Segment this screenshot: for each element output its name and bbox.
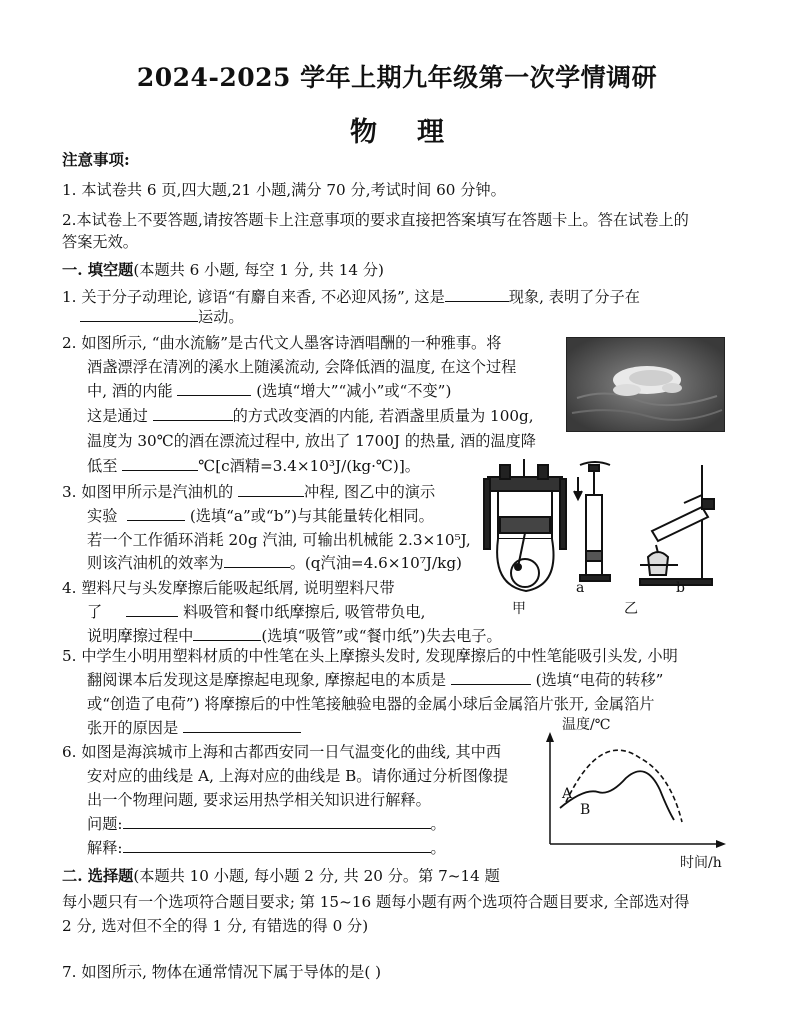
q6-question-line xyxy=(87,814,446,834)
q2-line5: 温度为 30℃的酒在漂流过程中, 放出了 1700J 的热量, 酒的温度降 xyxy=(87,432,536,450)
q4-text-3b: (选填“吸管”或“餐巾纸”)失去电子。 xyxy=(261,627,502,645)
q3-text-4a: 则该汽油机的效率为 xyxy=(87,554,224,572)
graph-y-arrow xyxy=(546,732,554,742)
q4-text-2b: 料吸管和餐巾纸摩擦后, 吸管带负电, xyxy=(183,603,426,621)
q1-text-c: 运动。 xyxy=(198,308,244,326)
graph-ylabel: 温度/℃ xyxy=(562,717,611,733)
q6-line2: 安对应的曲线是 A, 上海对应的曲线是 B。请你通过分析图像提 xyxy=(87,767,509,785)
notice-item-1: 1. 本试卷共 6 页,四大题,21 小题,满分 70 分,考试时间 60 分钟。 xyxy=(62,181,506,199)
graph-x-arrow xyxy=(716,840,726,848)
q2-line1: 2. 如图所示, “曲水流觞”是古代文人墨客诗酒唱酬的一种雅事。将 xyxy=(62,334,502,352)
q5-blank-1 xyxy=(451,670,531,685)
q3-blank-3 xyxy=(224,553,290,568)
figure-label-yi: 乙 xyxy=(624,601,638,617)
q5-line4 xyxy=(87,718,301,738)
experiment-b-figure xyxy=(640,465,714,585)
q2-blank-1 xyxy=(177,381,251,396)
q6-question-label: 问题: xyxy=(87,815,123,833)
q5-text-2b: (选填“电荷的转移” xyxy=(535,671,664,689)
q5-blank-2 xyxy=(183,718,301,733)
section2-heading: 二. 选择题 xyxy=(62,867,134,885)
q6-end-mark-1: 。 xyxy=(430,815,446,833)
q2-blank-2 xyxy=(153,406,233,421)
q7-text: 7. 如图所示, 物体在通常情况下属于导体的是( ) xyxy=(62,963,382,981)
curve-b xyxy=(560,771,674,820)
figure-label-b: b xyxy=(676,580,685,596)
graph-xlabel: 时间/h xyxy=(680,855,722,871)
figure-label-jia: 甲 xyxy=(512,601,526,617)
q3-line2 xyxy=(87,506,434,526)
experiment-a-figure xyxy=(574,462,610,581)
q2-text-4b: 的方式改变酒的内能, 若酒盏里质量为 100g, xyxy=(232,407,534,425)
q3-text-2a: 实验 xyxy=(87,507,118,525)
exam-title: 2024-2025 学年上期九年级第一次学情调研 xyxy=(136,63,658,92)
q6-line3: 出一个物理问题, 要求运用热学相关知识进行解释。 xyxy=(87,791,431,809)
q2-line2: 酒盏漂浮在清冽的溪水上随溪流动, 会降低酒的温度, 在这个过程 xyxy=(87,358,517,376)
q1-text-b: 现象, 表明了分子在 xyxy=(508,288,640,306)
graph-curve-a-label: A xyxy=(562,786,573,802)
q5-line1: 5. 中学生小明用塑料材质的中性笔在头上摩擦头发时, 发现摩擦后的中性笔能吸引头发, 小明 xyxy=(62,647,678,665)
q4-blank-1 xyxy=(126,602,178,617)
section1-heading-line xyxy=(62,260,384,280)
figure-label-a: a xyxy=(576,580,585,596)
q5-line3: 或“创造了电荷”) 将摩擦后的中性笔接触验电器的金属小球后金属箔片张开, 金属箔片 xyxy=(87,695,655,713)
q4-line2 xyxy=(87,602,425,622)
q6-question-blank xyxy=(123,814,431,829)
graph-curve-b-label: B xyxy=(580,802,591,818)
q6-answer-label: 解释: xyxy=(87,839,123,857)
q6-answer-line xyxy=(87,838,446,858)
engine-cylinder-figure xyxy=(484,459,566,591)
q2-line4 xyxy=(87,406,534,426)
q2-line6 xyxy=(87,456,420,476)
q3-line3: 若一个工作循环消耗 20g 汽油, 可输出机械能 2.3×10⁵J, xyxy=(87,531,471,549)
subject-title: 物理 xyxy=(350,117,484,148)
q4-line1: 4. 塑料尺与头发摩擦后能吸起纸屑, 说明塑料尺带 xyxy=(62,579,395,597)
q5-line2 xyxy=(87,670,663,690)
section1-note: (本题共 6 小题, 每空 1 分, 共 14 分) xyxy=(133,261,384,279)
q6-answer-blank xyxy=(123,838,431,853)
q5-text-4: 张开的原因是 xyxy=(87,719,179,737)
q2-text-3b: (选填“增大”“减小”或“不变”) xyxy=(256,382,452,400)
notice-item-2a: 2.本试卷上不要答题,请按答题卡上注意事项的要求直接把答案填写在答题卡上。答在试卷上的 xyxy=(62,211,689,229)
q6-end-mark-2: 。 xyxy=(430,839,446,857)
section2-note: (本题共 10 小题, 每小题 2 分, 共 20 分。第 7~14 题 xyxy=(133,867,500,885)
q2-text-3a: 中, 酒的内能 xyxy=(87,382,173,400)
q3-blank-1 xyxy=(238,482,304,497)
q5-text-2a: 翻阅课本后发现这是摩擦起电现象, 摩擦起电的本质是 xyxy=(87,671,446,689)
q3-line1 xyxy=(62,482,435,502)
q6-line1: 6. 如图是海滨城市上海和古都西安同一日气温变化的曲线, 其中西 xyxy=(62,743,502,761)
cup-floating-photo xyxy=(566,337,725,432)
q1-line2 xyxy=(80,307,244,327)
q1-blank-2 xyxy=(80,307,198,322)
q4-text-2a: 了 xyxy=(87,603,103,621)
q2-line3 xyxy=(87,381,451,401)
section2-line1 xyxy=(62,866,500,886)
q3-blank-2 xyxy=(127,506,185,521)
q1-line1 xyxy=(62,287,640,307)
q1-text-a: 1. 关于分子动理论, 谚语“有麝自来香, 不必迎风扬”, 这是 xyxy=(62,288,445,306)
notice-item-2b: 答案无效。 xyxy=(62,233,138,251)
q4-blank-2 xyxy=(193,626,261,641)
q3-text-2b: (选填“a”或“b”)与其能量转化相同。 xyxy=(189,507,434,525)
section1-heading: 一. 填空题 xyxy=(62,261,134,279)
section2-line3: 2 分, 选对但不全的得 1 分, 有错选的得 0 分) xyxy=(62,917,369,935)
q3-line4 xyxy=(87,553,462,573)
q3-text-1b: 冲程, 图乙中的演示 xyxy=(304,483,436,501)
q3-text-4b: 。(q汽油=4.6×10⁷J/kg) xyxy=(289,554,462,572)
q3-text-1a: 3. 如图甲所示是汽油机的 xyxy=(62,483,234,501)
q2-text-4a: 这是通过 xyxy=(87,407,148,425)
q2-text-6b: ℃[c酒精=3.4×10³J/(kg·℃)]。 xyxy=(198,457,420,475)
q2-blank-3 xyxy=(122,456,198,471)
q4-line3 xyxy=(87,626,502,646)
q2-text-6a: 低至 xyxy=(87,457,118,475)
q4-text-3a: 说明摩擦过程中 xyxy=(87,627,194,645)
q1-blank-1 xyxy=(445,287,509,302)
section2-line2: 每小题只有一个选项符合题目要求; 第 15~16 题每小题有两个选项符合题目要求, 全部选对得 xyxy=(62,893,690,911)
notice-heading: 注意事项: xyxy=(62,150,130,169)
engine-figures xyxy=(480,455,730,605)
